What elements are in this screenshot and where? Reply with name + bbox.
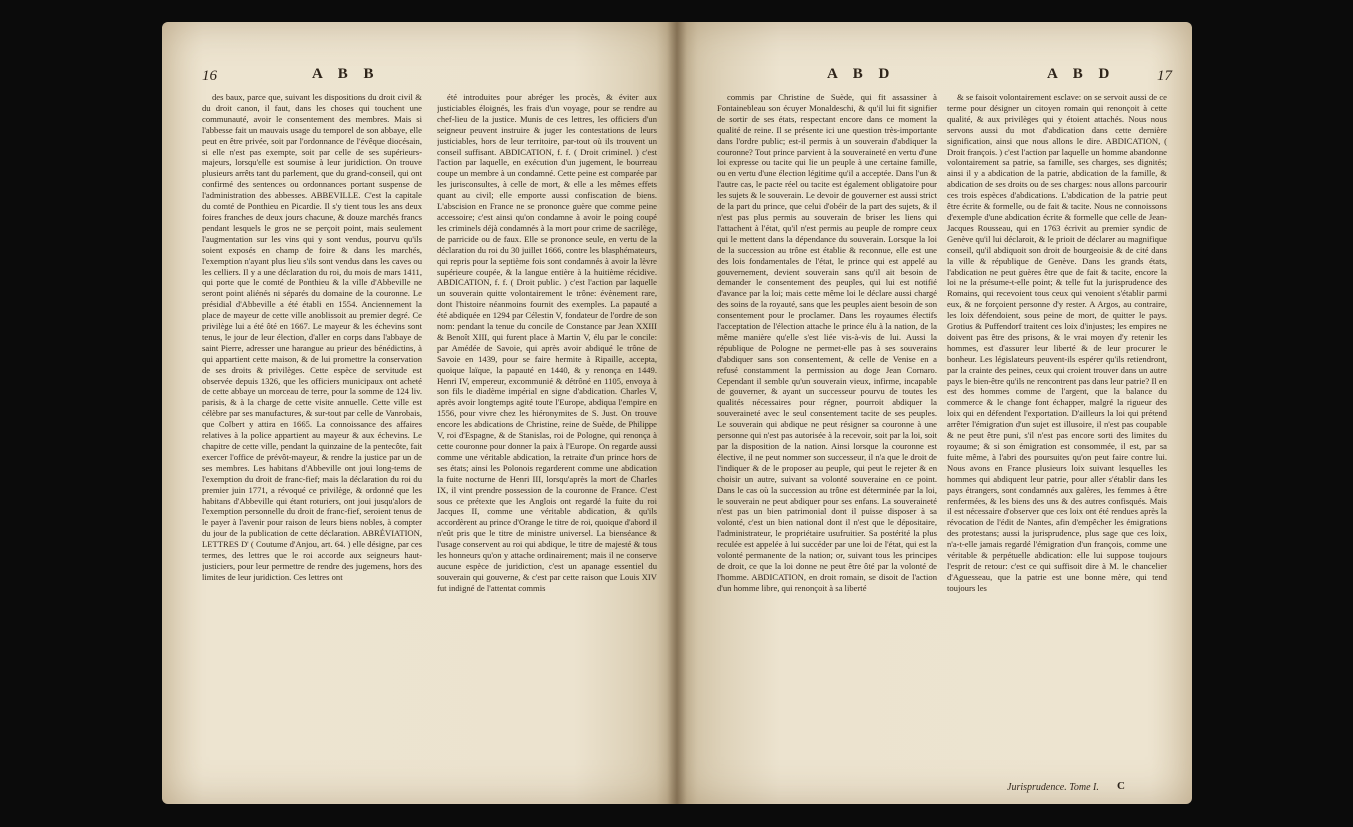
left-column-2-text: été introduites pour abréger les procès, & éviter aux justiciables éloignés, les frais d'un voyage, pour se rendre au chef-lieu de la justice. Munis de ces lettres, les officiers d'un seigneur peuvent instruire & juger les contestations de leurs justiciables, hors de leur territoire, par-tout où ils trouvent un conseil suffisant. ABDICATION, f. f. ( Droit criminel. ) c'est l'action par laquelle, en exécution d'un jugement, le bourreau coupe un membre à un condamné. Cette peine est comparée par les jurisconsultes, à celle de mort, & elle a les mêmes effets quant au civil; elle emporte aussi confiscation de biens. L'abscision en France ne se prononce guère que comme peine accessoire; c'est ainsi qu'on condamne à avoir le poing coupé les criminels déjà condamnés à la mort pour crime de sacrilège, de parricide ou de faux. Elle se prononce seule, en vertu de la déclaration du roi du 30 juillet 1666, contre les blasphémateurs, qui repris pour la septième fois sont condamnés à avoir la lèvre supérieure coupée, & la langue entière à la huitième récidive. ABDICATION, f. f. ( Droit public. ) c'est l'action par laquelle un souverain quitte volontairement le trône: évènement rare, dont l'histoire néanmoins fournit des exemples. La papauté a été abdiquée en 1294 par Célestin V, fondateur de l'ordre de son nom: pendant la tenue du concile de Constance par Jean XXIII & Benoît XIII, qui furent place à Martin V, élu par le concile: par Amédée de Savoie, qui après avoir abdiqué le trône de Savoie en 1439, pour se faire hermite à Ripaille, accepta, quoique laïque, la papauté en 1440, & y renonça en 1449. Henri IV, empereur, excommunié & détrôné en 1105, envoya à son fils le diadème impérial en signe d'abdication. Charles V, après avoir longtemps agité toute l'Europe, abdiqua l'empire en 1556, pour vivre chez les hiéronymites de S. Just. On trouve encore les abdications de Christine, reine de Suède, de Philippe V, roi d'Espagne, & de Stanislas, roi de Pologne, qui renonça à cette couronne pour donner la paix à l'Europe. On regarde aussi comme une véritable abdication, la retraite d'un prince hors de ses états; ainsi les Polonois regarderent comme une abdication la fuite nocturne de Henri III, lorsqu'après la mort de Charles IX, il vint prendre possession de la couronne de France. C'est sous ce prétexte que les Anglois ont regardé la fuite du roi Jacques II, comme une véritable abdication, & qu'ils accordèrent au prince d'Orange le titre de roi, quoique d'abord il n'eût pris que le titre de ministre universel. La bienséance & l'usage conservent au roi qui abdique, le titre de majesté & tous les honneurs qu'on y attache ordinairement; mais il ne conserve aucune espèce de juridiction, c'est un apanage essentiel du souverain qui gouverne, & c'est par cette raison que Louis XIV fut indigné de l'attentat commis	[437, 92, 657, 593]
page-number-left: 16	[202, 68, 217, 84]
right-column-2	[947, 92, 1167, 782]
book-gutter	[667, 22, 687, 804]
running-head-right-a: A B D	[827, 66, 896, 82]
left-column-1-text: des baux, parce que, suivant les dispositions du droit civil & du droit canon, il faut, dans les choses qui touchent une communauté, avoir le consentement des membres. Mais si l'abbesse fait un mauvais usage du temporel de son abbaye, elle peut en être privée, soit par l'ordonnance de l'évêque diocésain, si elle n'est pas exempte, soit par celle de ses supérieurs-majeurs, lorsqu'elle est soumise à leur juridiction. On trouve plusieurs arrêts tant du parlement, que du grand-conseil, qui ont confirmé des sentences ou ordonnances portant suspense de l'administration des abbesses. ABBEVILLE. C'est la capitale du comté de Ponthieu en Picardie. Il s'y tient tous les ans deux foires franches de deux jours chacune, & douze marchés francs pendant lesquels le gros ne se perçoit point, mais seulement l'augmentation sur les vins qui y sont vendus, pourvu qu'ils soient exposés en champ de foire & dans les marchés, l'exemption n'ayant plus lieu s'ils sont vendus dans les caves ou les celliers. Il y a une déclaration du roi, du mois de mars 1411, qui porte que le comté de Ponthieu & la ville d'Abbeville ne seront point aliénés ni séparés du domaine de la couronne. Le présidial d'Abbeville a été établi en 1554. Anciennement la place de mayeur de cette ville anoblissoit au premier degré. Ce privilège lui a été ôté en 1667. Le mayeur & les échevins sont tenus, le jour de leur élection, d'aller en corps dans l'abbaye de saint Pierre, adresser une harangue au prieur des bénédictins, à qui appartient cette maison, & de lui promettre la conservation de ses droits & privilèges. Cette espèce de servitude est observée depuis 1326, que les officiers municipaux ont acheté de cette abbaye un morceau de terre, pour la somme de 124 liv. parisis, & à la charge de cette visite annuelle. Cette ville est célèbre par ses manufactures, & sur-tout par celle de Vanrobais, que Colbert y attira en 1665. La connoissance des affaires relatives à la police appartient au mayeur & aux échevins. Le chapitre de cette ville, pendant la quinzaine de la pentecôte, fait exercer l'office de prévôt-mayeur, & rendre la justice par un de ses membres. Les habitans d'Abbeville ont joui long-tems de l'exemption du droit de franc-fief; mais la déclaration du roi du premier juin 1771, a révoqué ce privilège, & ordonné que les habitans d'Abbeville qui étant roturiers, ont joui jusqu'alors de l'exemption personnelle du droit de franc-fief, seroient tenus de le payer à l'avenir pour raison de leurs biens nobles, à compter du jour de la publication de cette déclaration. ABRÉVIATION, LETTRES D' ( Coutume d'Anjou, art. 64. ) elle désigne, par ces termes, des lettres que le roi accorde aux seigneurs haut-justiciers, pour leur permettre de rendre des jugemens, hors des limites de leur juridiction. Ces lettres ont	[202, 92, 422, 582]
book-spread	[162, 22, 1192, 804]
left-column-1	[202, 92, 422, 782]
right-column-2-text: & se faisoit volontairement esclave: on se servoit aussi de ce terme pour désigner un citoyen romain qui renonçoit à cette qualité, & aux privilèges qui y étoient attachés. Nous nous servons aussi du mot d'abdication dans cette dernière signification, ainsi que nous allons le dire. ABDICATION, ( Droit françois. ) c'est l'action par laquelle un homme abandonne volontairement sa patrie, sa famille, ses charges, ses dignités; ainsi il y a abdication de la patrie, abdication de la famille, & abdication de ses droits ou de ses charges: nous allons parcourir ces trois espèces d'abdications. L'abdication de la patrie peut être écrite & formelle, ou de fait & tacite. Nous ne connoissons d'exemple d'une abdication écrite & formelle que celle de Jean-Jacques Rousseau, qui en 1763 écrivit au premier syndic de Genève qu'il lui déclaroit, & le prioit de déclarer au magnifique conseil, qu'il abdiquoit son droit de bourgeoisie & de cité dans la ville & république de Genève. Dans les grands états, l'abdication ne peut guères être que de fait & tacite, encore la loi ne la présume-t-elle point; & telle fut la jurisprudence des Romains, qui recevoient tous ceux qui venoient s'établir parmi eux, & ne forçoient personne d'y rester. A Argos, au contraire, les loix défendoient, sous peine de mort, de quitter le pays. Grotius & Puffendorf traitent ces loix d'injustes; les empires ne doivent pas être des prisons, & le vrai moyen d'y retenir les hommes, est d'assurer leur liberté & de leur procurer le bonheur. Les législateurs peuvent-ils espérer qu'ils retiendront, par la crainte des peines, ceux qui croient trouver dans un autre pays le bien-être qu'ils ne rencontrent pas dans leur patrie? Il en est des hommes comme de l'argent, que la balance du commerce & le change font échapper, malgré la rigueur des loix qui en défendent l'exportation. D'ailleurs la loi qui prétend arrêter l'émigration d'un sujet est illusoire, il n'est pas coupable & ne peut être puni, s'il n'est pas encore sorti des limites du royaume; & si son émigration est consommée, il est, par sa fuite même, à l'abri des poursuites qu'on peut faire contre lui. Nous avons en France plusieurs loix suivant lesquelles les hommes qui abdiquent leur patrie, pour aller s'établir dans les pays étrangers, sont condamnés aux galères, les femmes à être renfermées, & les biens des uns & des autres confisqués. Mais il est nécessaire d'observer que ces loix ont été rendues après la révocation de l'édit de Nantes, afin d'empêcher les émigrations des protestans; aussi la jurisprudence, plus sage que ces loix, n'a-t-elle jamais regardé l'émigration d'un françois, comme une véritable & perpétuelle abdication: elle lui suppose toujours l'esprit de retour: c'est ce qui suffisoit dire à M. le chancelier d'Aguesseau, que la patrie est une bonne mère, qui tend toujours les	[947, 92, 1167, 593]
right-column-1-text: commis par Christine de Suède, qui fit assassiner à Fontainebleau son écuyer Monaldeschi, & qu'il lui fit signifier de sortir de ses états, respectant encore dans ce moment la qualité de reine. Il se présente ici une question très-importante dans l'ordre public; est-il permis à un souverain d'abdiquer la couronne? Tout prince parvient à la souveraineté en vertu d'une loi expresse ou tacite qui lie un peuple à une certaine famille, ou en vertu d'une élection légitime qu'il a acceptée. Dans l'un & l'autre cas, le pacte réel ou tacite est également obligatoire pour les sujets & le souverain. Le devoir de gouverner est aussi strict de la part du prince, que celui d'obéir de la part des sujets, & il n'est pas plus permis au souverain de briser les liens qui l'attachent à l'état, qu'il n'est permis au peuple de rompre ceux qui le mettent dans la dépendance du souverain. Lorsque la loi de la succession au trône est établie & reconnue, elle est une des lois fondamentales de l'état, le prince qui est appelé au gouvernement, devient souverain sans qu'il ait besoin de demander le consentement des peuples, qui lui est notifié d'avance par la loi; mais cette même loi le déclare aussi chargé des soins de la royauté, sans que les peuples aient besoin de son consentement pour le proclamer. Dans les royaumes électifs l'acceptation de l'élection attache le prince élu à la nation, de la même manière qu'elle s'est liée vis-à-vis de lui. Aussi la république de Pologne ne permet-elle pas à ses souverains d'abdiquer sans son consentement, & celle de Venise en a refusé constamment la permission au doge Jean Cornaro. Cependant il semble qu'un souverain vieux, infirme, incapable de gouverner, & ayant un successeur pourvu de toutes les qualités nécessaires pour régner, pourroit abdiquer la souveraineté avec le seul consentement tacite de ses peuples. Le souverain qui abdique ne peut résigner sa couronne à une personne qui n'est pas autorisée à la recevoir, soit par la loi, soit par la disposition de la nation. Ainsi lorsque la couronne est élective, il ne peut nommer son successeur, il n'a que le droit de l'indiquer & de le proposer au peuple, qui peut le rejeter & en choisir un autre, suivant sa volonté souveraine en ce point. Dans le cas où la succession au trône est déterminée par la loi, le souverain ne peut abdiquer pour ses enfans. La souveraineté n'est pas un bien patrimonial dont il puisse disposer à sa volonté, c'est un bien national dont il n'est que le dépositaire, l'administrateur, le propriétaire usufruitier. Sa postérité la plus reculée est appelée à lui succéder par une loi de l'état, qui est la volonté permanente de la nation; or, suivant tous les principes de droit, ce que la loi donne ne peut être ôté par la volonté de l'homme. ABDICATION, en droit romain, se disoit de l'action d'un homme libre, qui renonçoit à sa liberté	[717, 92, 937, 593]
right-column-1	[717, 92, 937, 782]
page-number-right: 17	[1157, 68, 1172, 84]
signature-mark: C	[1117, 780, 1125, 792]
left-column-2	[437, 92, 657, 782]
left-page	[162, 22, 677, 804]
running-head-right-b: A B D	[1047, 66, 1116, 82]
running-head-left: A B B	[312, 66, 380, 82]
volume-footer: Jurisprudence. Tome I.	[1007, 782, 1099, 793]
right-page	[677, 22, 1192, 804]
